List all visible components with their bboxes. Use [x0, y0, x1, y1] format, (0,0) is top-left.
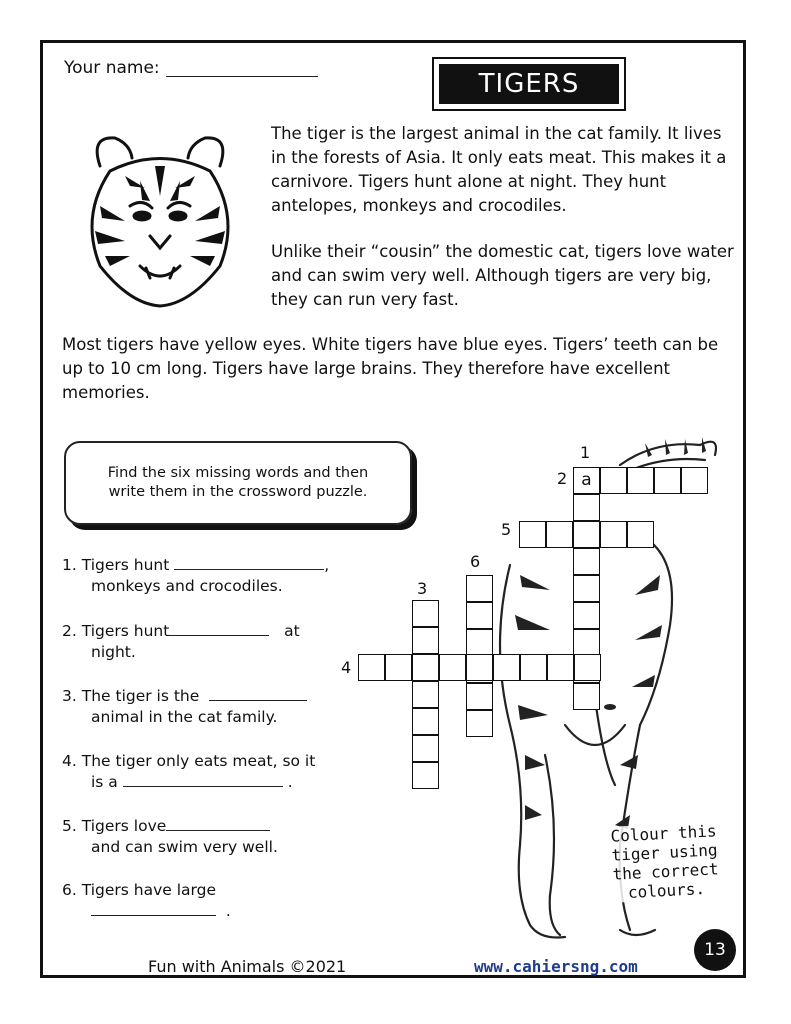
clue-number-5: 5 [501, 520, 512, 539]
crossword-cell-1-down[interactable] [573, 629, 600, 656]
answer-blank[interactable] [174, 555, 324, 570]
question-4: 4. The tiger only eats meat, so it is a . [62, 752, 316, 791]
question-3: 3. The tiger is the animal in the cat family. [62, 686, 307, 728]
crossword-cell-4-across[interactable] [385, 654, 412, 681]
crossword-cell-4-across[interactable] [493, 654, 520, 681]
paragraph-intro: The tiger is the largest animal in the cat family. It lives in the forests of Asia. It only eats meat. This makes it a carnivore. Tigers hunt alone at night. They hunt antelopes, monkeys and crocodiles. [271, 124, 727, 215]
clue-number-4: 4 [341, 658, 352, 677]
paragraph-water: Unlike their “cousin” the domestic cat, tigers love water and can swim very well. Although tigers are very big, they can run very fast. [271, 242, 734, 309]
answer-blank[interactable] [209, 686, 307, 701]
crossword-cell-2-across[interactable] [681, 467, 708, 494]
crossword-cell-4-across[interactable] [574, 654, 601, 681]
crossword-cell-5-across[interactable] [546, 521, 573, 548]
crossword-cell-6-down[interactable] [466, 575, 493, 602]
crossword-cell-1-down[interactable] [573, 494, 600, 521]
crossword-cell-2-across[interactable] [654, 467, 681, 494]
crossword-cell-5-across[interactable] [519, 521, 546, 548]
crossword-cell-3-down[interactable] [412, 708, 439, 735]
crossword-cell-4-across[interactable] [439, 654, 466, 681]
crossword-cell-3-down[interactable] [412, 681, 439, 708]
given-letter: a [581, 470, 592, 490]
crossword-cell-2-across[interactable] [627, 467, 654, 494]
answer-blank[interactable] [123, 772, 283, 787]
page-number-badge: 13 [694, 929, 736, 971]
page-title: TIGERS [439, 64, 619, 104]
instructions-box [64, 441, 412, 525]
question-5: 5. Tigers love and can swim very well. [62, 817, 278, 856]
crossword-cell-4-across[interactable] [466, 654, 493, 681]
crossword-cell-6-down[interactable] [466, 710, 493, 737]
crossword-cell-1-down[interactable] [573, 683, 600, 710]
crossword-cell-5-across[interactable] [573, 521, 600, 548]
crossword-cell-1-down[interactable] [573, 602, 600, 629]
title-box [432, 57, 626, 111]
crossword-cell-6-down[interactable] [466, 602, 493, 629]
crossword-cell-1-down[interactable] [573, 548, 600, 575]
tiger-head-illustration [70, 126, 250, 311]
instructions-text: Find the six missing words and then write them in the crossword puzzle. [107, 465, 369, 500]
name-label: Your name: [64, 58, 160, 78]
crossword-cell-3-down[interactable] [412, 735, 439, 762]
question-6: 6. Tigers have large . [62, 881, 231, 920]
answer-blank[interactable] [166, 816, 270, 831]
crossword-cell-4-across[interactable] [520, 654, 547, 681]
paragraph-eyes: Most tigers have yellow eyes. White tigers have blue eyes. Tigers’ teeth can be up to 10 cm long. Tigers have large brains. They therefore have excellent memories. [62, 335, 719, 402]
crossword-cell-3-down[interactable] [412, 627, 439, 654]
crossword-cell-4-across[interactable] [358, 654, 385, 681]
crossword-cell-6-down[interactable] [466, 629, 493, 656]
crossword-cell-5-across[interactable] [627, 521, 654, 548]
clue-number-6: 6 [470, 552, 481, 571]
colour-instruction: Colour this tiger using the correct colours. [596, 821, 734, 904]
crossword-cell-1-down[interactable] [573, 575, 600, 602]
crossword-cell-4-across[interactable] [412, 654, 439, 681]
crossword-cell-4-across[interactable] [547, 654, 574, 681]
clue-number-1: 1 [580, 443, 591, 462]
footer-series: Fun with Animals ©2021 [148, 957, 347, 976]
crossword-cell-2-across[interactable] [600, 467, 627, 494]
clue-number-3: 3 [417, 579, 428, 598]
clue-number-2: 2 [557, 469, 568, 488]
question-2: 2. Tigers hunt at night. [62, 622, 300, 661]
footer-url-link[interactable]: www.cahiersng.com [474, 957, 638, 976]
answer-blank[interactable] [169, 621, 269, 636]
crossword-cell-6-down[interactable] [466, 683, 493, 710]
crossword-cell-5-across[interactable] [600, 521, 627, 548]
crossword-cell-3-down[interactable] [412, 762, 439, 789]
answer-blank[interactable] [91, 901, 216, 916]
crossword-cell-3-down[interactable] [412, 600, 439, 627]
name-blank-line [166, 76, 318, 77]
question-1: 1. Tigers hunt , monkeys and crocodiles. [62, 556, 330, 595]
